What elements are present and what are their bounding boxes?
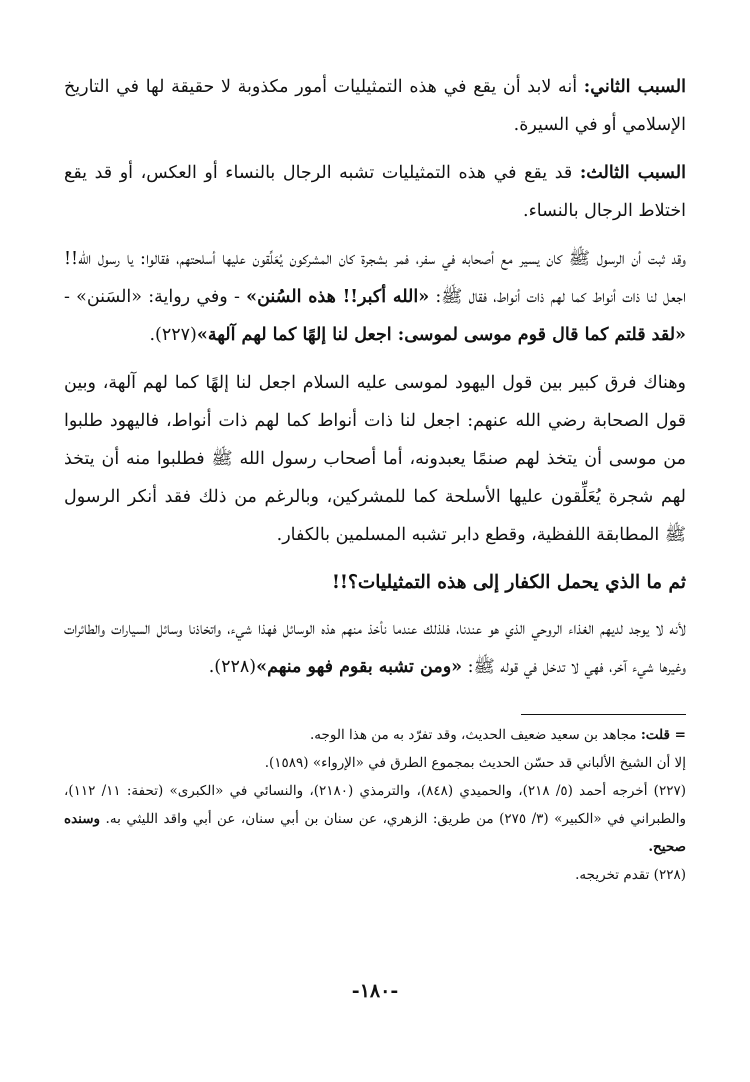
paragraph-body: أنه لابد أن يقع في هذه التمثيليات أمور مكذوبة لا حقيقة لها في التاريخ الإسلامي أو في السيرة. [64, 77, 686, 135]
paragraph-third-reason [64, 154, 686, 230]
paragraph-hadith-dhat-anwat: وقد ثبت أن الرسول ﷺ كان يسير مع أصحابه في سفر، فمر بشجرة كان المشركون يُعَلِّقون عليها أسلحتهم، فقالوا: يا رسول الله!! اجعل لنا ذات أنواط كما لهم ذات أنواط، فقال ﷺ: «الله أكبر!! هذه السُنن» - وفي رواية: «السَنن» - «لقد قلتم كما قال قوم موسى لموسى: اجعل لنا إلهًا كما لهم آلهة»(٢٢٧). [64, 249, 687, 345]
paragraph-difference [64, 364, 686, 554]
footnote-228 [64, 861, 686, 889]
footnote-227 [64, 777, 686, 861]
footnote-separator [521, 714, 686, 715]
footnote-text: إلا أن الشيخ الألباني قد حسّن الحديث بمجموع الطرق في «الإرواء» (١٥٨٩). [264, 755, 686, 771]
paragraph-text: لأنه لا يوجد لديهم الغذاء الروحي الذي هو عندنا، فلذلك عندما نأخذ منهم هذه الوسائل فهذا شيء، واتخاذنا وسائل السيارات والطائرات وغيرها شيء آخر، فهي لا تدخل في قوله ﷺ: [64, 619, 686, 677]
paragraph-text: - وفي رواية: «السَنن» - [64, 287, 247, 307]
paragraph-answer: لأنه لا يوجد لديهم الغذاء الروحي الذي هو عندنا، فلذلك عندما نأخذ منهم هذه الوسائل فهذا شيء، واتخاذنا وسائل السيارات والطائرات وغيرها شيء آخر، فهي لا تدخل في قوله ﷺ: «ومن تشبه بقوم فهو منهم»(٢٢٨). [64, 619, 686, 677]
footnote-reference: (٢٢٧) [155, 325, 197, 345]
footnote-text: (٢٢٧) أخرجه أحمد (٥/ ٢١٨)، والحميدي (٨٤٨)، والترمذي (٢١٨٠)، والنسائي في «الكبرى» (تحفة: ١١/ ١١٢)، والطبراني في «الكبير» (٣/ ٢٧٥) من طريق: الزهري، عن سنان بن أبي سنان، عن أبي واقد الليثي به. [64, 783, 686, 827]
paragraph-lead: السبب الثالث: [579, 163, 686, 183]
paragraph-text: وهناك فرق كبير بين قول اليهود لموسى عليه السلام اجعل لنا إلهًا كما لهم آلهة، وبين قول الصحابة رضي الله عنهم: اجعل لنا ذات أنواط كما لهم ذات أنواط، فاليهود طلبوا من موسى أن يتخذ لهم صنمًا يعبدونه، أما أصحاب رسول الله ﷺ فطلبوا منه أن يتخذ لهم شجرة يُعَلِّقون عليها الأسلحة كما للمشركين، وبالرغم من ذلك فقد أنكر الرسول ﷺ المطابقة اللفظية، وقطع دابر تشبه المسلمين بالكفار. [64, 373, 686, 545]
paragraph-second-reason [64, 68, 686, 144]
hadith-quote: «الله أكبر!! هذه السُنن» [246, 287, 430, 307]
hadith-quote: «لقد قلتم كما قال قوم موسى لموسى: اجعل لنا إلهًا كما لهم آلهة» [196, 325, 686, 345]
footnote-text: مجاهد بن سعيد ضعيف الحديث، وقد تفرّد به من هذا الوجه. [309, 727, 641, 743]
footnote-continued [64, 749, 686, 777]
paragraph-text: وقد ثبت أن الرسول ﷺ كان يسير مع أصحابه في سفر، فمر بشجرة كان المشركون يُعَلِّقون عليها أسلحتهم، فقالوا: يا رسول الله!! اجعل لنا ذات أنواط كما لهم ذات أنواط، فقال ﷺ: [64, 249, 687, 307]
paragraph-body: قد يقع في هذه التمثيليات تشبه الرجال بالنساء أو العكس، أو قد يقع اختلاط الرجال بالنساء. [64, 163, 686, 221]
hadith-quote: «ومن تشبه بقوم فهو منهم» [256, 657, 463, 677]
section-heading: ثم ما الذي يحمل الكفار إلى هذه التمثيليات؟!! [331, 572, 686, 593]
footnote-continued [64, 721, 686, 749]
footnote-text: (٢٢٨) تقدم تخريجه. [575, 867, 686, 883]
footnote-lead: = قلت: [640, 727, 686, 743]
page-number: -١٨٠- [351, 980, 399, 1002]
paragraph-lead: السبب الثاني: [583, 77, 686, 97]
footnotes [64, 721, 686, 889]
footnote-reference: (٢٢٨) [214, 657, 257, 677]
footnote-grading: وسنده صحيح. [64, 811, 686, 855]
